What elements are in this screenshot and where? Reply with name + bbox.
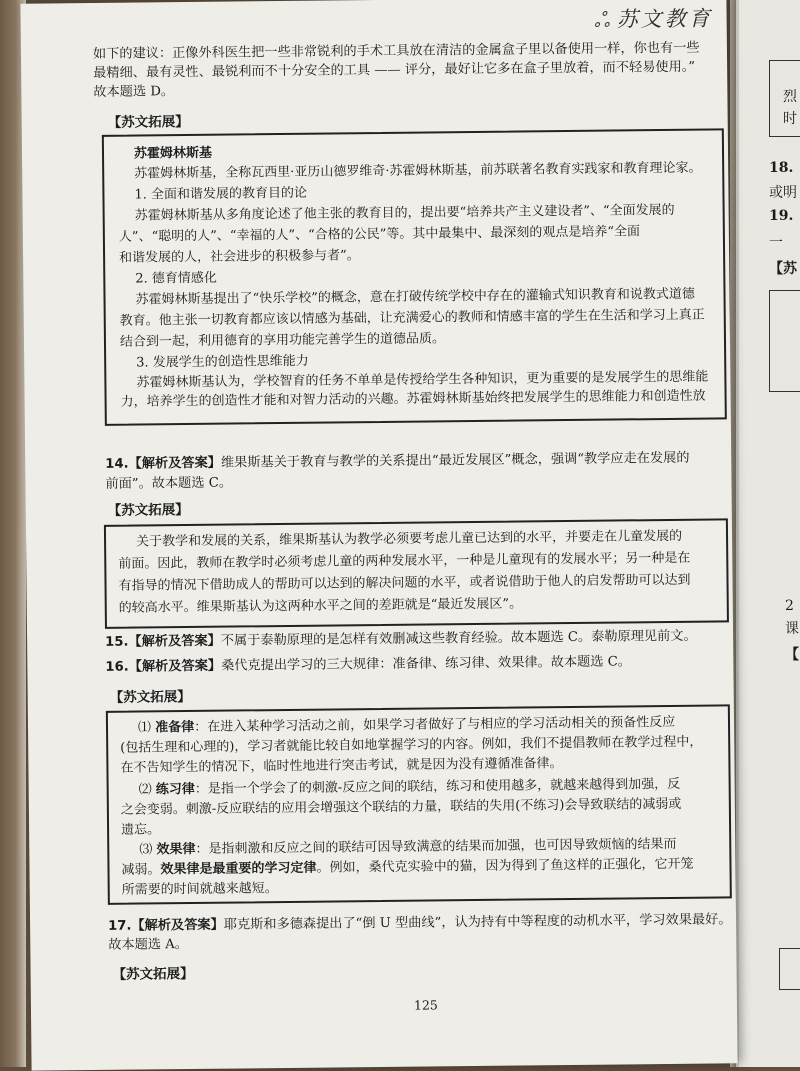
- emphasis-text: 效果律是最重要的学习定律: [160, 860, 317, 878]
- q13-tail-line: 故本题选 D。: [93, 84, 175, 100]
- extension-line: 的较高水平。维果斯基认为这两种水平之间的差距就是“最近发展区”。: [118, 596, 523, 616]
- q17-line2: 故本题选 A。: [108, 937, 189, 953]
- extension-line: 结合到一起，利用德育的享用功能完善学生的道德品质。: [119, 331, 446, 350]
- law-exercise: ⑵ 练习律：是指一个学会了的刺激-反应之间的联结，练习和使用越多，就越来越得到加强，反: [138, 776, 681, 798]
- extension-line: 苏霍姆林斯基提出了“快乐学校”的概念，意在打破传统学校中存在的灌输式知识教育和说教式道德: [135, 286, 695, 308]
- extension-line: 所需要的时间就越来越短。: [121, 881, 278, 898]
- item-number: ⑴: [137, 720, 152, 736]
- extension-line: 3. 发展学生的创造性思维能力: [136, 353, 309, 371]
- adjacent-right-page: [736, 0, 800, 1067]
- q17-answer: [108, 910, 732, 936]
- extension-line: 人”、“聪明的人”、“幸福的人”、“合格的公民”等。其中最集中、最深刻的观点是培养“全面: [118, 224, 641, 245]
- book-page: [20, 0, 737, 1071]
- extension-line: 教育。他主张一切教育都应该以情感为基础，让充满爱心的教师和情感丰富的学生在生活和学习上真正: [119, 307, 705, 329]
- q14-line1: 维果斯基关于教育与教学的关系提出“最近发展区”概念，强调“教学应走在发展的: [220, 450, 690, 471]
- right-fragment: 时: [783, 111, 797, 127]
- right-fragment: 课: [785, 621, 799, 637]
- q14-line2: 前面”。故本题选 C。: [105, 475, 233, 492]
- extension-box-sukhomlinsky: [102, 128, 727, 425]
- extension-tag: 【苏文拓展】: [109, 688, 191, 706]
- law-term: 准备律: [155, 719, 195, 736]
- q14-answer: [105, 449, 689, 474]
- extension-line: 力，培养学生的创造性才能和对智力活动的兴趣。苏霍姆林斯基始终把发展学生的思维能力和创造性放: [120, 388, 706, 410]
- right-fragment: 18.: [769, 160, 794, 176]
- q14-number: 14.【解析及答案】: [105, 455, 222, 472]
- law-effect: ⑶ 效果律：是指刺激和反应之间的联结可因导致满意的结果而加强，也可因导致烦恼的结果而: [139, 836, 677, 858]
- logo-mark-icon: ஃ: [593, 7, 613, 32]
- right-fragment: 烈: [783, 89, 797, 105]
- extension-box-zpd: [104, 518, 729, 629]
- page-number: 125: [413, 997, 438, 1013]
- q16-answer: [105, 652, 631, 677]
- item-number: ⑵: [138, 782, 152, 798]
- extension-tag: 【苏文拓展】: [112, 965, 194, 983]
- extension-tag: 【苏文拓展】: [107, 501, 189, 519]
- q17-line1: 耶克斯和多德森提出了“倒 U 型曲线”，认为持有中等程度的动机水平，学习效果最好。: [223, 912, 732, 933]
- extension-line: 减弱。效果律是最重要的学习定律。例如，桑代克实验中的猫，因为得到了鱼这样的正强化，它开笼: [121, 856, 694, 878]
- law-readiness: ⑴ 准备律：在进入某种学习活动之前，如果学习者做好了与相应的学习活动相关的预备性反应: [137, 714, 676, 736]
- right-fragment: 【苏: [769, 261, 797, 277]
- extension-line: 关于教学和发展的关系，维果斯基认为教学必须要考虑儿童已达到的水平，并要走在儿童发展的: [135, 528, 683, 550]
- extension-line: 苏霍姆林斯基认为，学校智育的任务不单单是传授给学生各种知识，更为重要的是发展学生的思维能: [136, 369, 709, 391]
- brand-logo: ஃ 苏文教育: [593, 6, 713, 32]
- right-fragment: 一: [769, 235, 783, 251]
- extension-line: 2. 德育情感化: [135, 270, 217, 287]
- q16-number: 16.【解析及答案】: [105, 658, 222, 675]
- extension-title: 苏霍姆林斯基: [133, 145, 213, 162]
- extension-line: 苏霍姆林斯基从多角度论述了他主张的教育目的，提出要“培养共产主义建设者”、“全面发展的: [134, 202, 675, 224]
- extension-line: 1. 全面和谐发展的教育目的论: [134, 185, 308, 203]
- extension-box-thorndike: [106, 704, 732, 905]
- right-fragment: 19.: [769, 208, 794, 224]
- law-term: 效果律: [156, 841, 196, 858]
- right-page-box: [779, 948, 800, 990]
- extension-line: 之会变弱。刺激-反应联结的应用会增强这个联结的力量，联结的失用(不练习)会导致联结的减弱或: [120, 796, 682, 818]
- law-term: 练习律: [155, 781, 195, 798]
- extension-line: 前面。因此，教师在教学时必须考虑儿童的两种发展水平，一种是儿童现有的发展水平；另一种是在: [118, 550, 691, 572]
- extension-line: 遗忘。: [121, 822, 161, 838]
- extension-tag: 【苏文拓展】: [107, 113, 189, 131]
- q15-number: 15.【解析及答案】: [105, 633, 221, 650]
- right-fragment: 【: [785, 647, 799, 663]
- right-fragment: 或明: [769, 185, 797, 201]
- q17-number: 17.【解析及答案】: [108, 917, 224, 934]
- q13-tail-line: 最精细、最有灵性、最锐利而不十分安全的工具 —— 评分，最好让它多在盒子里放着，而不轻易使用。”: [93, 59, 696, 81]
- extension-line: 有指导的情况下借助成人的帮助可以达到的解决问题的水平，或者说借助于他人的启发帮助可以达到: [118, 572, 691, 594]
- item-number: ⑶: [139, 842, 153, 858]
- right-page-box: [769, 290, 800, 392]
- q15-answer: [105, 627, 697, 652]
- right-fragment: 2: [785, 598, 794, 614]
- extension-line: (包括生理和心理的)，学习者就能比较自如地掌握学习的内容。例如，我们不提倡教师在教学过程中，: [120, 734, 703, 756]
- q15-text: 不属于泰勒原理的是怎样有效删减这些教育经验。故本题选 C。泰勒原理见前文。: [220, 628, 697, 649]
- q16-text: 桑代克提出学习的三大规律：准备律、练习律、效果律。故本题选 C。: [220, 654, 632, 674]
- extension-line: 苏霍姆林斯基，全称瓦西里·亚历山德罗维奇·苏霍姆林斯基，前苏联著名教育实践家和教育理论家。: [134, 160, 702, 182]
- extension-line: 在不告知学生的情况下，临时性地进行突击考试，就是因为没有遵循准备律。: [120, 756, 563, 776]
- q13-tail-line: 如下的建议：正像外科医生把一些非常锐利的手术工具放在清洁的金属盒子里以备使用一样，你也有一些: [92, 40, 700, 62]
- extension-line: 和谐发展的人，社会进步的积极参与者”。: [119, 248, 360, 266]
